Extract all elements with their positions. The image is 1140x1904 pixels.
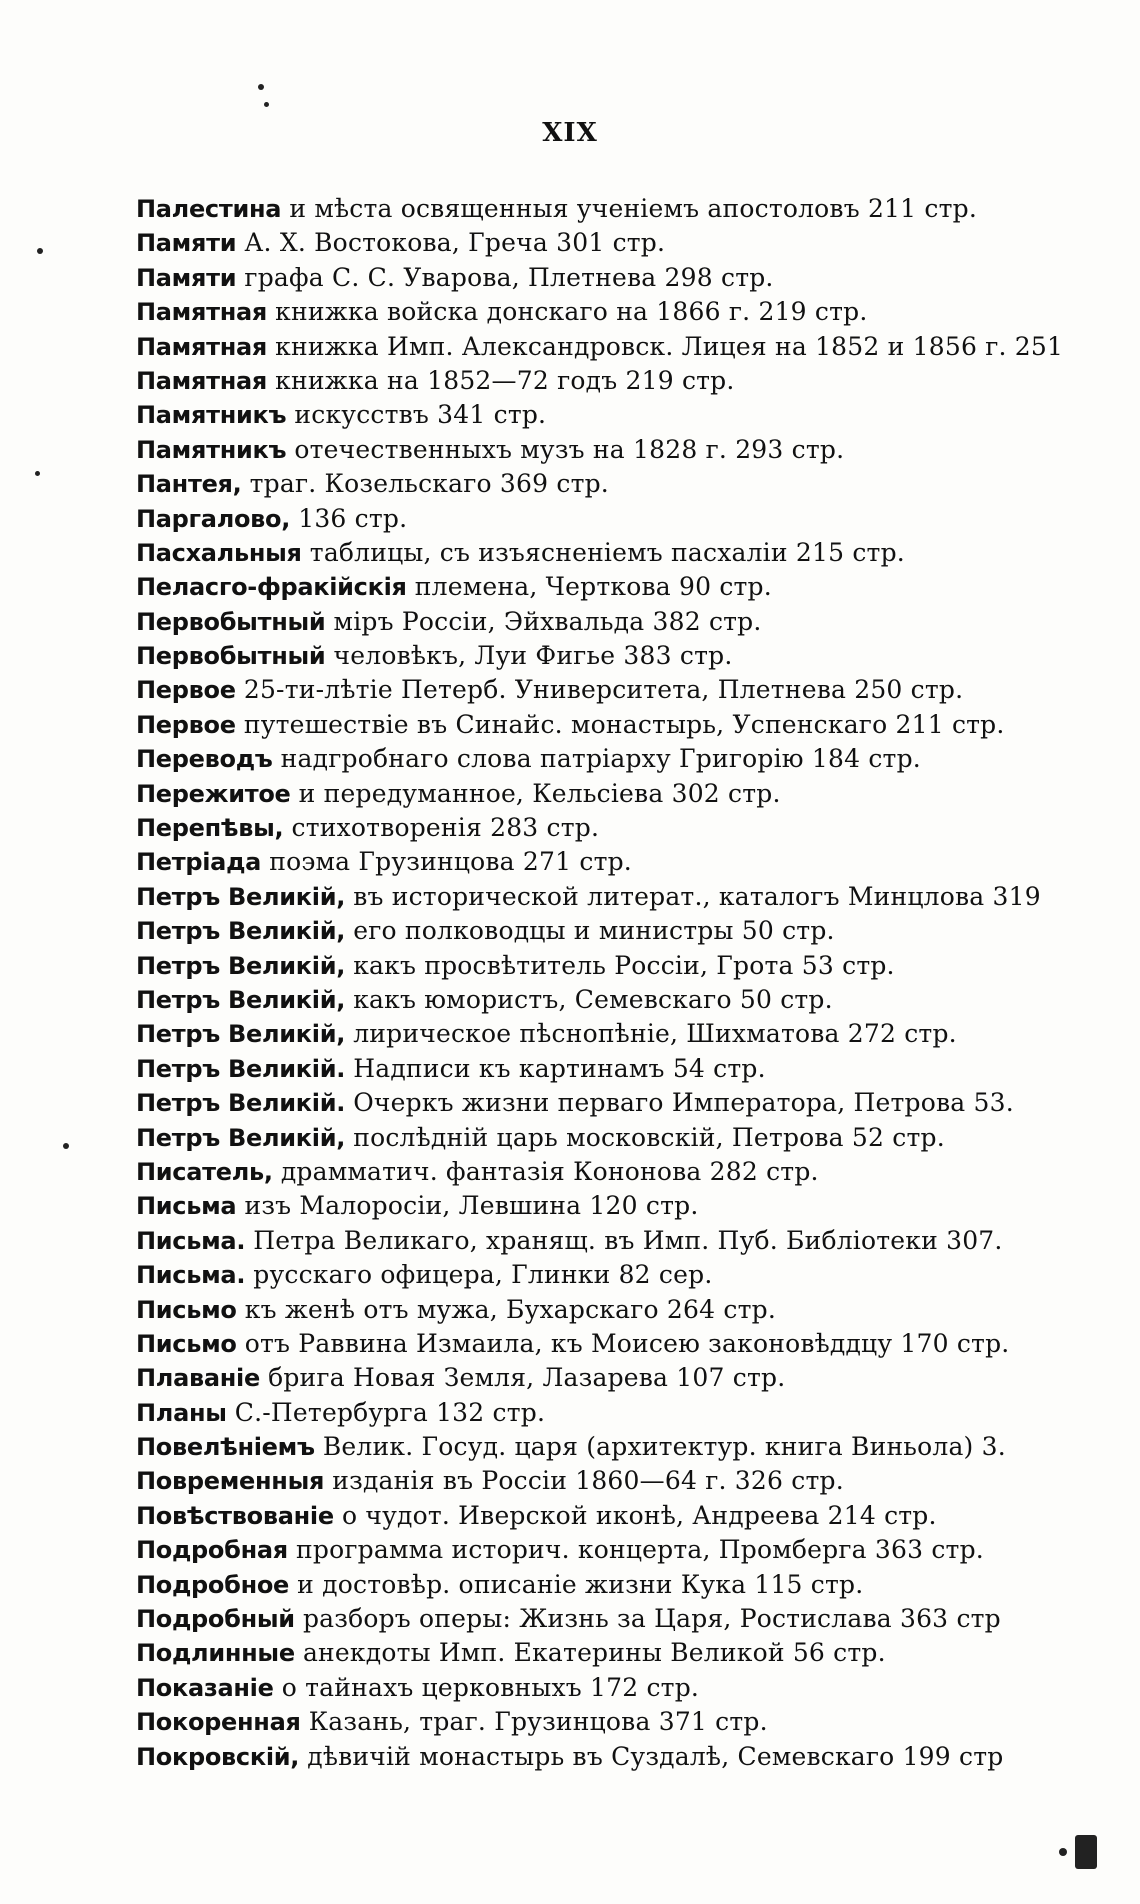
entry-heading: Петръ Великій, [136,985,346,1014]
entry-text: А. Х. Востокова, Греча 301 стр. [236,228,666,258]
index-entry [136,226,1136,260]
entry-heading: Письмо [136,1329,237,1358]
index-entry [136,1464,1136,1498]
index-entry [136,1327,1136,1361]
entry-text: Велик. Госуд. царя (архитектур. книга Виньола) 3. [314,1432,1006,1462]
print-speck [258,84,264,90]
index-entry [136,1533,1136,1567]
print-speck [1059,1848,1067,1856]
index-entry [136,880,1136,914]
entry-text: 136 стр. [290,503,408,533]
entry-text: С.-Петербурга 132 стр. [226,1397,546,1427]
entry-heading: Писатель, [136,1157,273,1186]
entry-text: Петра Великаго, хранящ. въ Имп. Пуб. Библіотеки 307. [245,1225,1003,1255]
entry-text: путешествіе въ Синайс. монастырь, Успенскаго 211 стр. [235,709,1005,739]
entry-heading: Памятная [136,332,268,361]
index-entry [136,811,1136,845]
entry-heading: Памятная [136,366,268,395]
entry-text: дѣвичій монастырь въ Суздалѣ, Семевскаго 199 стр [299,1741,1004,1771]
index-entry [136,1671,1136,1705]
print-speck [264,102,269,107]
entry-heading: Подробная [136,1536,288,1565]
entry-heading: Петръ Великій. [136,1054,346,1083]
entry-text: поэма Грузинцова 271 стр. [261,847,632,877]
entry-text: графа С. С. Уварова, Плетнева 298 стр. [236,262,774,292]
entry-heading: Первобытный [136,642,326,671]
entry-text: отечественныхъ музъ на 1828 г. 293 стр. [286,434,845,464]
entry-text: племена, Черткова 90 стр. [406,572,772,602]
index-entry [136,1568,1136,1602]
entry-heading: Переводъ [136,745,273,774]
index-entry [136,1086,1136,1120]
entry-heading: Пасхальныя [136,538,302,567]
entry-text: брига Новая Земля, Лазарева 107 стр. [259,1363,786,1393]
entry-text: изъ Малоросіи, Левшина 120 стр. [236,1191,699,1221]
entry-heading: Подлинные [136,1639,295,1668]
entry-text: книжка на 1852—72 годъ 219 стр. [267,365,735,395]
index-entry [136,1361,1136,1395]
entry-text: стихотворенія 283 стр. [283,813,600,843]
index-entry [136,845,1136,879]
index-entry [136,1499,1136,1533]
entry-text: міръ Россіи, Эйхвальда 382 стр. [325,606,762,636]
entry-text: программа историч. концерта, Промберга 363 стр. [287,1535,984,1565]
entry-heading: Первое [136,710,236,739]
index-entry [136,502,1136,536]
entry-text: въ исторической литерат., каталогъ Минцлова 319 [345,881,1041,911]
entry-heading: Памяти [136,263,237,292]
entry-heading: Планы [136,1398,227,1427]
entry-text: отъ Раввина Измаила, къ Моисею законовѣддцу 170 стр. [236,1328,1010,1358]
index-entry [136,777,1136,811]
index-entry [136,1396,1136,1430]
index-entry [136,295,1136,329]
entry-text: изданія въ Россіи 1860—64 г. 326 стр. [324,1466,844,1496]
entry-heading: Палестина [136,195,282,223]
entry-text: таблицы, съ изъясненіемъ пасхаліи 215 стр. [301,537,905,567]
index-entry [136,1189,1136,1223]
index-entry [136,1740,1136,1774]
entry-heading: Первое [136,676,236,705]
index-entry [136,570,1136,604]
index-entry [136,1636,1136,1670]
entry-heading: Первобытный [136,607,326,636]
index-entry [136,708,1136,742]
index-entry [136,261,1136,295]
entry-heading: Памятникъ [136,401,287,430]
entry-heading: Петріада [136,848,262,877]
index-entry [136,1017,1136,1051]
entry-heading: Перепѣвы, [136,814,284,843]
print-speck [37,248,43,254]
index-entry [136,1602,1136,1636]
entry-heading: Покоренная [136,1708,301,1737]
entry-heading: Письма. [136,1226,246,1255]
entry-heading: Петръ Великій, [136,1123,346,1152]
entry-heading: Письма [136,1192,237,1221]
entry-text: къ женѣ отъ мужа, Бухарскаго 264 стр. [236,1294,776,1324]
entry-text: его полководцы и министры 50 стр. [345,916,835,946]
entry-heading: Показаніе [136,1673,274,1702]
entry-text: надгробнаго слова патріарху Григорію 184 стр. [272,744,921,774]
entry-text: какъ просвѣтитель Россіи, Грота 53 стр. [345,950,895,980]
entry-heading: Письма. [136,1261,246,1290]
entry-text: искусствъ 341 стр. [286,400,547,430]
index-entry [136,398,1136,432]
index-entry [136,1705,1136,1739]
index-entry [136,433,1136,467]
entry-text: книжка войска донскаго на 1866 г. 219 стр. [267,297,868,327]
print-speck [63,1143,69,1149]
entry-text: Очеркъ жизни перваго Императора, Петрова 53. [345,1088,1014,1118]
entry-text: драмматич. фантазія Кононова 282 стр. [272,1156,819,1186]
entry-heading: Памятная [136,298,268,327]
entry-heading: Пеласго-фракійскія [136,573,407,602]
entry-text: русскаго офицера, Глинки 82 сер. [245,1260,713,1290]
index-entry [136,364,1136,398]
entry-heading: Подробное [136,1570,290,1599]
print-speck [35,471,40,476]
page-number: XIX [542,118,598,148]
entry-heading: Письмо [136,1295,237,1324]
entry-text: Надписи къ картинамъ 54 стр. [345,1053,766,1083]
entry-heading: Повѣствованіе [136,1501,334,1530]
entry-text: и мѣста освященныя ученіемъ апостоловъ 211 стр. [281,194,978,223]
index-entry-list [136,192,1136,1774]
index-entry [136,467,1136,501]
entry-heading: Петръ Великій, [136,1020,346,1049]
entry-heading: Повелѣніемъ [136,1433,315,1462]
entry-text: 25-ти-лѣтіе Петерб. Университета, Плетнева 250 стр. [235,675,964,705]
entry-text: анекдоты Имп. Екатерины Великой 56 стр. [294,1638,886,1668]
entry-heading: Покровскій, [136,1742,300,1771]
entry-heading: Паргалово, [136,504,291,533]
entry-text: и передуманное, Кельсіева 302 стр. [290,778,781,808]
entry-heading: Памятникъ [136,435,287,464]
entry-heading: Пережитое [136,779,291,808]
index-entry [136,742,1136,776]
index-entry [136,1155,1136,1189]
entry-heading: Петръ Великій, [136,882,346,911]
entry-heading: Петръ Великій. [136,1089,346,1118]
entry-text: лирическое пѣснопѣніе, Шихматова 272 стр. [345,1019,957,1049]
index-entry [136,639,1136,673]
index-entry [136,1293,1136,1327]
index-entry [136,1258,1136,1292]
index-entry [136,914,1136,948]
entry-text: послѣдній царь московскій, Петрова 52 стр. [345,1122,945,1152]
index-entry [136,605,1136,639]
entry-text: о тайнахъ церковныхъ 172 стр. [273,1672,700,1702]
entry-heading: Петръ Великій, [136,917,346,946]
index-entry [136,1224,1136,1258]
entry-text: Казань, траг. Грузинцова 371 стр. [300,1707,768,1737]
entry-heading: Повременныя [136,1467,325,1496]
index-entry [136,1052,1136,1086]
index-entry [136,1121,1136,1155]
entry-heading: Петръ Великій, [136,951,346,980]
index-entry [136,673,1136,707]
entry-heading: Подробный [136,1605,295,1634]
index-entry [136,949,1136,983]
index-entry [136,192,1136,226]
entry-heading: Памяти [136,229,237,258]
index-entry [136,983,1136,1017]
print-speck [1075,1835,1097,1869]
index-entry [136,1430,1136,1464]
entry-text: человѣкъ, Луи Фигье 383 стр. [325,641,733,671]
index-entry [136,536,1136,570]
entry-heading: Пантея, [136,470,242,499]
entry-text: траг. Козельскаго 369 стр. [241,469,609,499]
entry-text: разборъ оперы: Жизнь за Царя, Ростислава 363 стр [294,1604,1001,1634]
entry-heading: Плаваніе [136,1364,260,1393]
index-entry [136,330,1136,364]
entry-text: о чудот. Иверской иконѣ, Андреева 214 стр. [333,1500,937,1530]
entry-text: какъ юмористъ, Семевскаго 50 стр. [345,984,833,1014]
entry-text: книжка Имп. Александровск. Лицея на 1852 и 1856 г. 251 [267,331,1064,361]
entry-text: и достовѣр. описаніе жизни Кука 115 стр. [289,1569,864,1599]
